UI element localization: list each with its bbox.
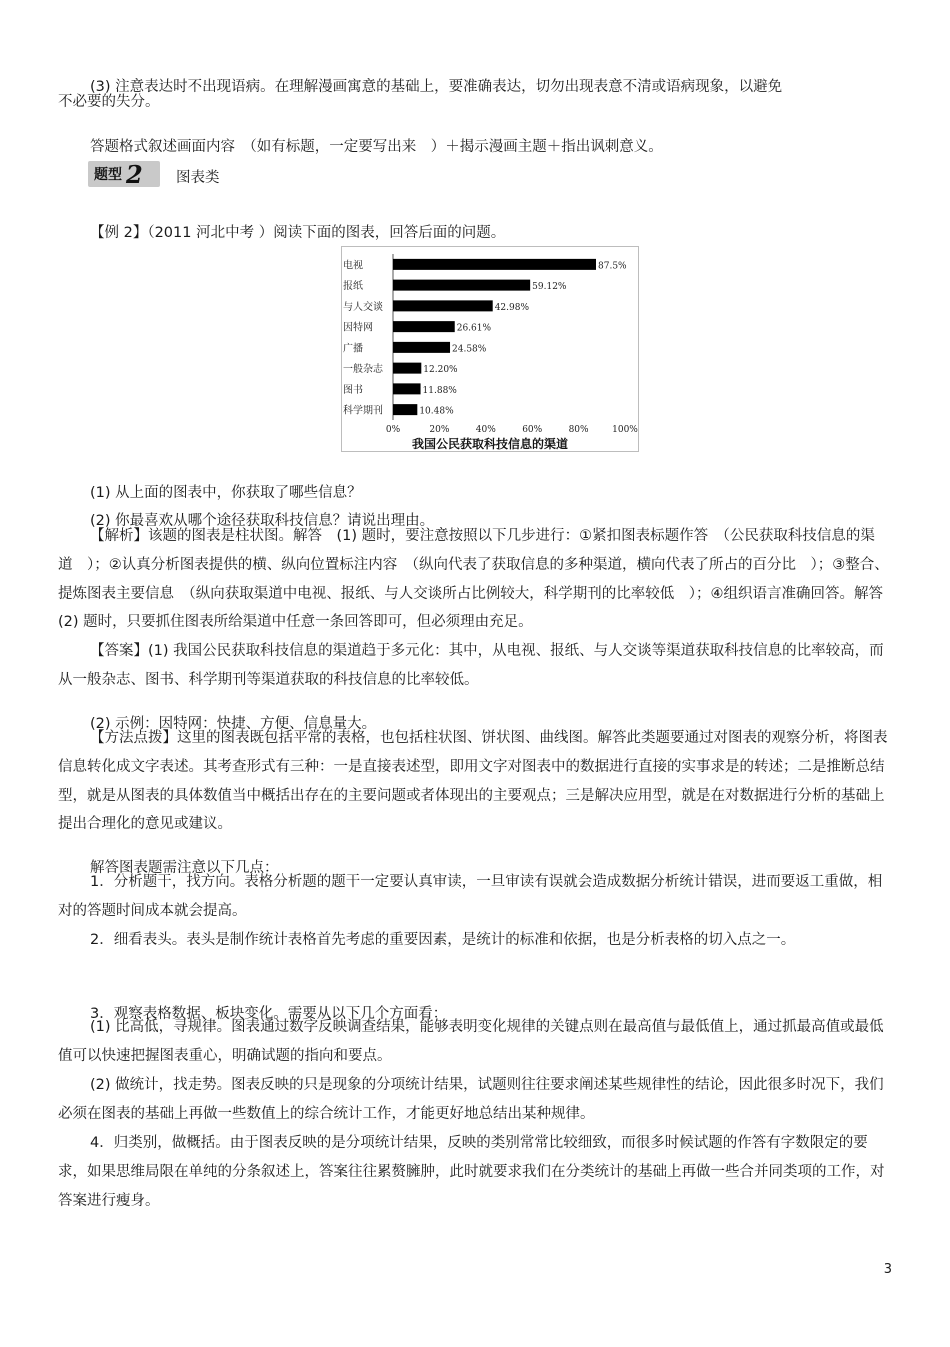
chart-value-label: 11.88% [422,385,457,396]
chart-category-label: 与人交谈 [343,301,383,313]
chart-category-label: 图书 [343,384,363,396]
analysis-paragraph: 【解析】该题的图表是柱状图。解答 (1) 题时，要注意按照以下几步进行：①紧扣图表标题作答 （公民获取科技信息的渠道 ）；②认真分析图表提供的横、纵向位置标注内容 （纵向代表了获取信息的多种渠道，横向代表了所占的百分比 ）；③整合、提炼图表主要信息 （纵向获取渠道中电视、报纸、与人交谈所占比例较大，科学期刊的比率较低 ）；④组织语言准确回答。解答 (2) 题时，只要抓住图表所给渠道中任意一条回答即可，但必须理由充足。 [58,528,898,631]
chart-x-tick-label: 80% [568,425,589,435]
chart-bar [393,342,450,353]
section-badge-number: 2 [126,159,143,189]
chart-value-label: 59.12% [532,282,567,293]
chart-category-label: 一般杂志 [343,364,383,376]
section-badge [88,161,160,187]
section-badge-text: 题型 [94,167,122,183]
chart-x-tick-label: 40% [475,425,496,435]
answer-format: 答题格式叙述画面内容 （如有标题，一定要写出来 ）＋揭示漫画主题＋指出讽刺意义。 [90,138,663,155]
chart-x-tick-label: 20% [429,425,450,435]
chart-bar [393,321,455,332]
page-number: 3 [883,1262,892,1277]
chart-value-label: 12.20% [423,365,458,376]
example-heading: 【例 2】（2011 河北中考 ）阅读下面的图表，回答后面的问题。 [90,224,506,241]
note-2: 2．细看表头。表头是制作统计表格首先考虑的重要因素，是统计的标准和依据，也是分析表格的切入点之一。 [90,932,796,948]
chart-category-label: 报纸 [343,281,363,293]
question-2: (2) 你最喜欢从哪个途径获取科技信息？请说出理由。 [90,512,435,529]
chart-x-tick-label: 100% [612,425,638,435]
chart-bar [393,363,421,374]
chart-value-label: 42.98% [494,302,530,313]
section-title: 图表类 [176,170,220,186]
intro-point3-line1: (3) 注意表达时不出现语病。在理解漫画寓意的基础上，要准确表达，切勿出现表意不清或语病现象，以避免 [90,78,783,95]
chart-value-label: 10.48% [419,406,454,417]
notes-intro: 解答图表题需注意以下几点： [90,859,279,876]
note-3a: (1) 比高低，寻规律。图表通过数字反映调查结果，能够表明变化规律的关键点则在最高值与最低值上，通过抓最高值或最低值可以快速把握图表重心，明确试题的指向和要点。 [58,1019,884,1064]
bar-chart-svg [341,246,639,452]
chart-bar [393,280,530,291]
chart-x-tick-label: 0% [385,425,401,435]
answer-1: 【答案】(1) 我国公民获取科技信息的渠道趋于多元化：其中，从电视、报纸、与人交谈等渠道获取科技信息的比率较高，而从一般杂志、图书、科学期刊等渠道获取的科技信息的比率较低。 [58,643,884,688]
note-4: 4．归类别，做概括。由于图表反映的是分项统计结果，反映的类别常常比较细致，而很多时候试题的作答有字数限定的要求，如果思维局限在单纯的分条叙述上，答案往往累赘臃肿，此时就要求我们在分类统计的基础上再做一些合并同类项的工作，对答案进行瘦身。 [58,1135,885,1209]
chart-bar [393,404,417,415]
chart-value-label: 24.58% [452,344,487,355]
note-3: 3．观察表格数据、板块变化。需要从以下几个方面看： [90,1005,448,1022]
chart-x-tick-label: 60% [522,425,543,435]
note-1: 1．分析题干，找方向。表格分析题的题干一定要认真审读，一旦审读有误就会造成数据分析统计错误，进而要返工重做，相对的答题时间成本就会提高。 [58,874,883,919]
chart-category-label: 科学期刊 [343,405,383,417]
intro-point3-line2: 不必要的失分。 [58,94,160,110]
chart-bar [393,383,421,394]
answer-2: (2) 示例：因特网：快捷、方便、信息量大。 [90,715,377,732]
chart-category-label: 电视 [343,260,363,272]
chart-category-label: 因特网 [343,322,373,334]
note-3b: (2) 做统计，找走势。图表反映的只是现象的分项统计结果，试题则往往要求阐述某些规律性的结论，因此很多时况下，我们必须在图表的基础上再做一些数值上的综合统计工作，才能更好地总结出某种规律。 [58,1077,884,1122]
method-paragraph: 【方法点拨】这里的图表既包括平常的表格，也包括柱状图、饼状图、曲线图。解答此类题要通过对图表的观察分析，将图表信息转化成文字表述。其考查形式有三种：一是直接表述型，即用文字对图表中的数据进行直接的实事求是的转述；二是推断总结型，就是从图表的具体数值当中概括出存在的主要问题或者体现出的主要观点；三是解决应用型，就是在对数据进行分析的基础上提出合理化的意见或建议。 [58,730,888,833]
chart-value-label: 87.5% [598,261,627,272]
question-1: (1) 从上面的图表中，你获取了哪些信息？ [90,484,362,501]
chart-category-label: 广播 [343,343,363,355]
chart-frame [342,247,639,452]
chart-title: 我国公民获取科技信息的渠道 [411,437,569,451]
chart-value-label: 26.61% [456,323,492,334]
chart-bar [393,300,493,311]
bar-chart [341,246,639,452]
chart-bar [393,259,596,270]
